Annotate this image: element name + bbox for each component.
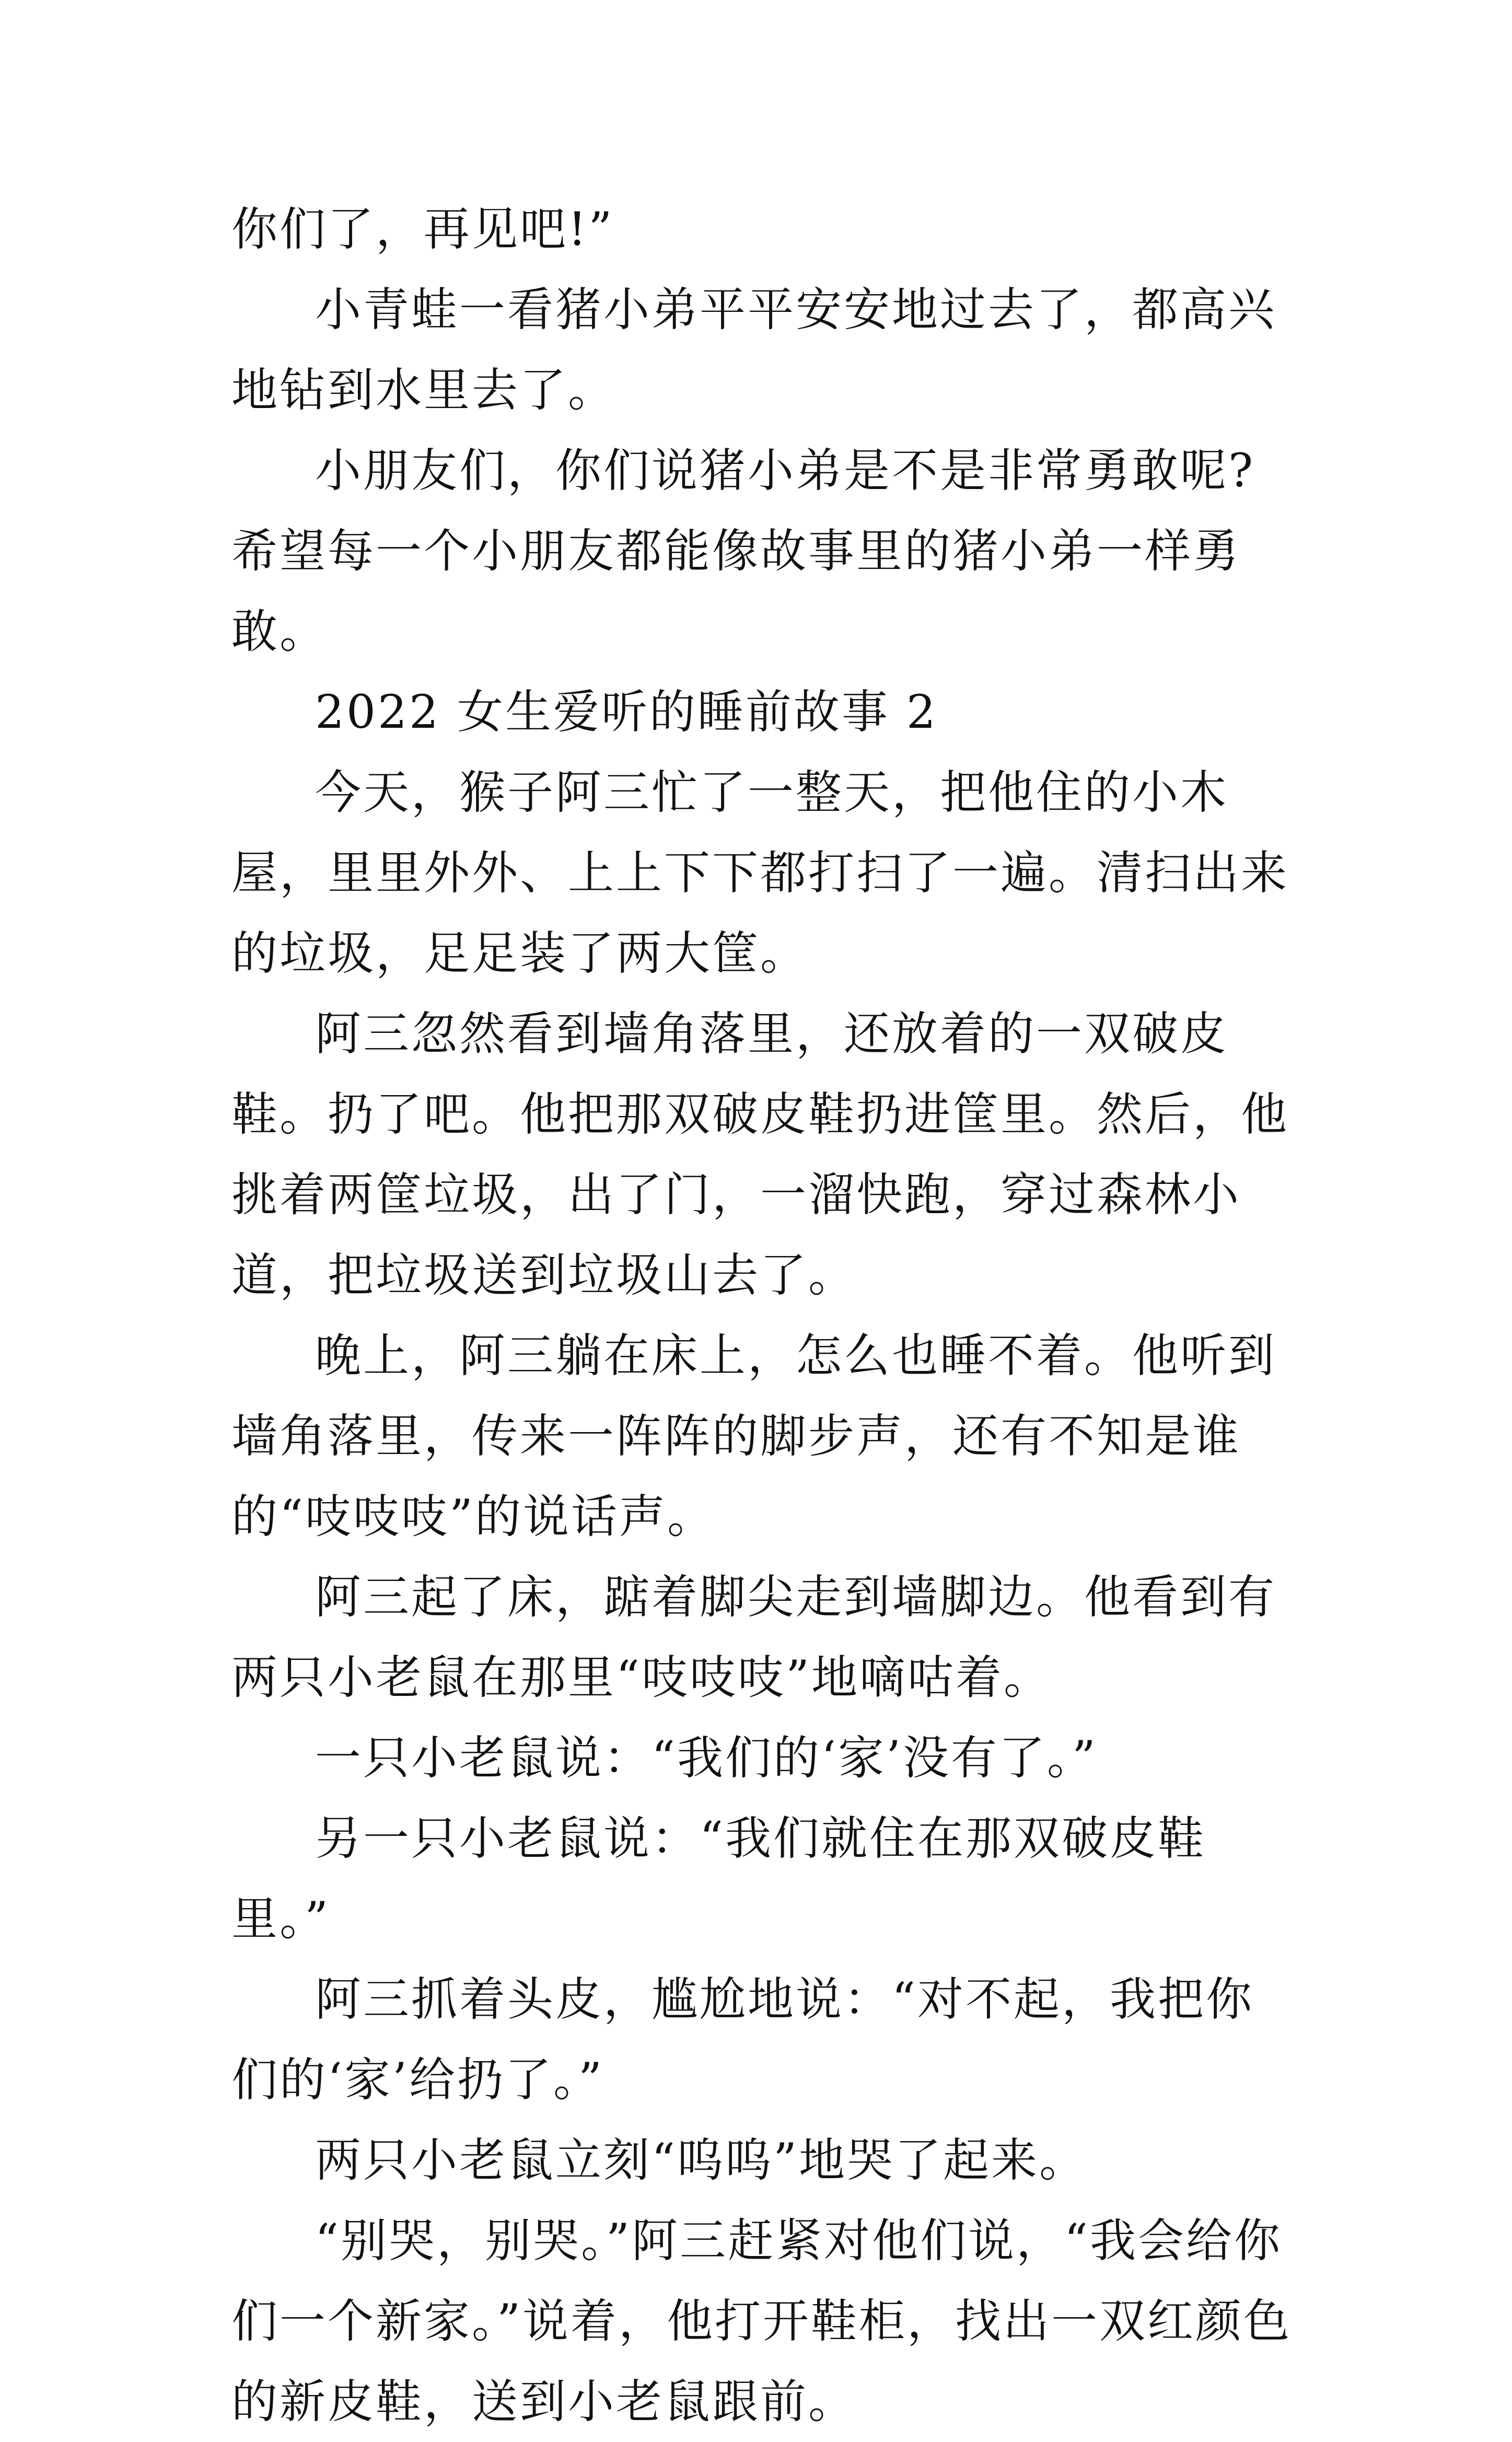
paragraph: 两只小老鼠立刻“呜呜”地哭了起来。 — [315, 2133, 1087, 2187]
paragraph: 阿三起了床，踮着脚尖走到墙脚边。他看到有两只小老鼠在那里“吱吱吱”地嘀咕着。 — [231, 1570, 1277, 1704]
paragraph: 阿三抓着头皮，尴尬地说：“对不起，我把你们的‘家’给扔了。” — [231, 1972, 1254, 2107]
paragraph: 晚上，阿三躺在床上，怎么也睡不着。他听到墙角落里，传来一阵阵的脚步声，还有不知是谁的“吱吱吱”的说话声。 — [231, 1329, 1277, 1543]
paragraph: “别哭，别哭。”阿三赶紧对他们说，“我会给你们一个新家。”说着，他打开鞋柜，找出一双红颜色的新皮鞋，送到小老鼠跟前。 — [231, 2214, 1292, 2428]
paragraph: 一只小老鼠说：“我们的‘家’没有了。” — [315, 1731, 1098, 1785]
story-text — [231, 189, 1292, 2442]
section-heading: 2022 女生爱听的睡前故事 2 — [315, 685, 938, 739]
paragraph: 小朋友们，你们说猪小弟是不是非常勇敢呢?希望每一个小朋友都能像故事里的猪小弟一样勇敢。 — [231, 444, 1255, 658]
paragraph: 你们了，再见吧!” — [231, 202, 614, 256]
paragraph: 阿三忽然看到墙角落里，还放着的一双破皮鞋。扔了吧。他把那双破皮鞋扔进筐里。然后，他挑着两筐垃圾，出了门，一溜快跑，穿过森林小道，把垃圾送到垃圾山去了。 — [231, 1007, 1289, 1302]
paragraph: 今天，猴子阿三忙了一整天，把他住的小木屋，里里外外、上上下下都打扫了一遍。清扫出来的垃圾，足足装了两大筐。 — [231, 765, 1289, 980]
paragraph: 小青蛙一看猪小弟平平安安地过去了，都高兴地钻到水里去了。 — [231, 283, 1277, 417]
paragraph: 另一只小老鼠说：“我们就住在那双破皮鞋里。” — [231, 1811, 1206, 1946]
